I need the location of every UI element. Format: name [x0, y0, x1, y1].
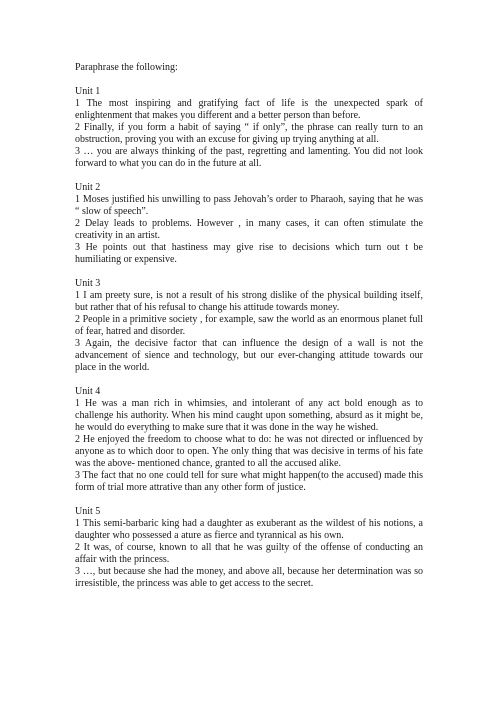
paraphrase-item: 2 He enjoyed the freedom to choose what to do: he was not directed or influenced by anyone as to which door to open. Yhe only thing that was decisive in terms of his fate was the above- mentioned chance, granted to all the accused alike.	[75, 434, 423, 469]
paraphrase-item: 1 I am preety sure, is not a result of his strong dislike of the physical building itself, but rather that of his refusal to change his attitude towards money.	[75, 290, 423, 313]
paraphrase-item: 3 Again, the decisive factor that can influence the design of a wall is not the advancement of sience and technology, but our ever-changing attitude towards our place in the world.	[75, 338, 423, 373]
unit-section-2	[75, 182, 423, 266]
unit-section-3	[75, 278, 423, 374]
unit-section-5	[75, 506, 423, 590]
unit-section-1	[75, 86, 423, 170]
paraphrase-item: 3 … you are always thinking of the past, regretting and lamenting. You did not look forward to what you can do in the future at all.	[75, 146, 423, 169]
paraphrase-item: 3 He points out that hastiness may give rise to decisions which turn out t be humiliating or expensive.	[75, 242, 423, 265]
paraphrase-item: 1 The most inspiring and gratifying fact of life is the unexpected spark of enlightenment that makes you different and a better person than before.	[75, 98, 423, 121]
document-content	[75, 62, 423, 602]
paraphrase-item: 2 Finally, if you form a habit of saying “ if only”, the phrase can really turn to an obstruction, proving you with an excuse for giving up trying anything at all.	[75, 122, 423, 145]
paraphrase-item: 2 It was, of course, known to all that he was guilty of the offense of conducting an affair with the princess.	[75, 542, 423, 565]
paraphrase-item: 2 People in a primitive society , for example, saw the world as an enormous planet full of fear, hatred and disorder.	[75, 314, 423, 337]
paraphrase-item: 1 Moses justified his unwilling to pass Jehovah’s order to Pharaoh, saying that he was “ slow of speech”.	[75, 194, 423, 217]
paraphrase-item: 3 The fact that no one could tell for sure what might happen(to the accused) made this form of trial more attrative than any other form of justice.	[75, 470, 423, 493]
unit-title: Unit 2	[75, 182, 101, 193]
unit-section-4	[75, 386, 423, 494]
unit-title: Unit 1	[75, 86, 101, 97]
paraphrase-item: 1 This semi-barbaric king had a daughter as exuberant as the wildest of his notions, a daughter who possessed a ature as fierce and tyrannical as his own.	[75, 518, 423, 541]
paraphrase-item: 2 Delay leads to problems. However , in many cases, it can often stimulate the creativity in an artist.	[75, 218, 423, 241]
paraphrase-item: 3 …, but because she had the money, and above all, because her determination was so irresistible, the princess was able to get access to the secret.	[75, 566, 423, 589]
paraphrase-item: 1 He was a man rich in whimsies, and intolerant of any act bold enough as to challenge his authority. When his mind caught upon something, absurd as it might be, he would do everything to make sure that it was done in the way he wished.	[75, 398, 423, 433]
unit-title: Unit 4	[75, 386, 101, 397]
unit-title: Unit 3	[75, 278, 101, 289]
unit-title: Unit 5	[75, 506, 101, 517]
document-heading: Paraphrase the following:	[75, 62, 178, 73]
